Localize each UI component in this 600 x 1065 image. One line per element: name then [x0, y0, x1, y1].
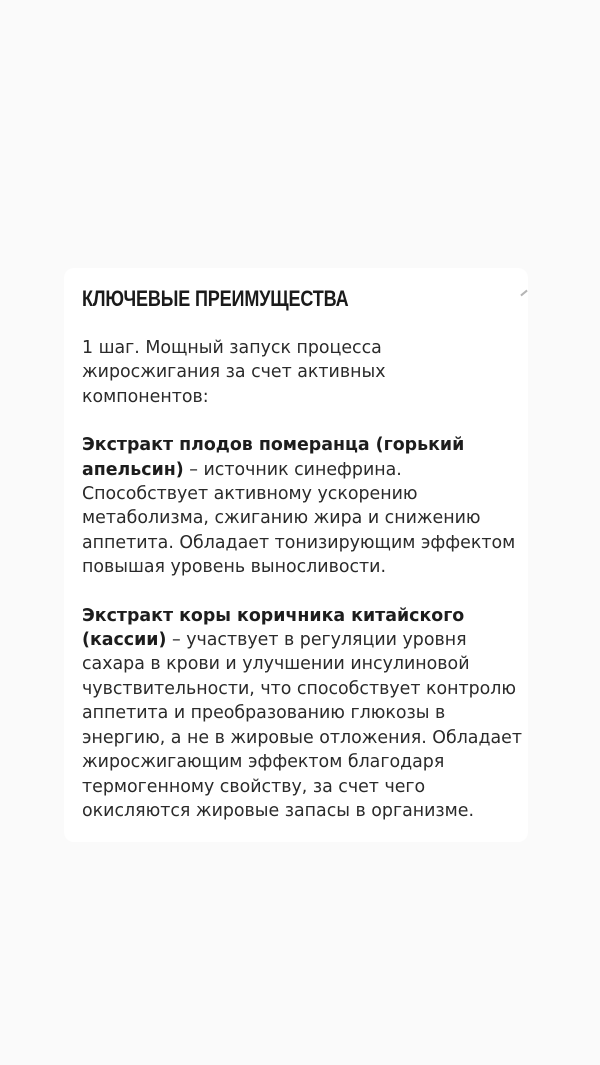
card-title: КЛЮЧЕВЫЕ ПРЕИМУЩЕСТВА [82, 286, 349, 311]
step-line-3: компонентов: [82, 386, 209, 407]
edit-pencil-icon [520, 290, 527, 297]
ingredient-name-line-1: Экстракт плодов померанца (горький [82, 435, 465, 456]
ingredient-text: термогенному свойству, за счет чего [82, 776, 426, 797]
ingredient-text: – источник синефрина. [183, 459, 402, 480]
ingredient-text: Способствует активному ускорению [82, 484, 418, 505]
ingredient-text: – участвует в регуляции уровня [166, 630, 467, 651]
ingredient-name-line-2: (кассии) [82, 630, 167, 651]
ingredient-text: сахара в крови и улучшении инсулиновой [82, 654, 470, 675]
step-line-1: 1 шаг. Мощный запуск процесса [82, 338, 382, 358]
content-card [64, 268, 528, 842]
ingredient-text: аппетита. Обладает тонизирующим эффектом [82, 532, 516, 553]
ingredient-paragraph-orange [82, 433, 528, 579]
ingredient-text: метаболизма, сжиганию жира и снижению [82, 508, 481, 529]
ingredient-text: энергию, а не в жировые отложения. Обладает [82, 727, 522, 748]
step-line-2: жиросжигания за счет активных [82, 362, 386, 383]
ingredient-text: аппетита и преобразованию глюкозы в [82, 703, 446, 724]
ingredient-text: повышая уровень выносливости. [82, 557, 386, 578]
ingredient-name-line-2: апельсин) [82, 459, 184, 480]
ingredient-text: жиросжигающим эффектом благодаря [82, 752, 445, 773]
ingredient-paragraph-cassia [82, 604, 528, 824]
step-paragraph [82, 336, 528, 409]
ingredient-text: чувствительности, что способствует контролю [82, 678, 517, 699]
ingredient-name-line-1: Экстракт коры коричника китайского [82, 605, 465, 626]
card-content [82, 336, 528, 842]
ingredient-text: окисляются жировые запасы в организме. [82, 800, 475, 821]
